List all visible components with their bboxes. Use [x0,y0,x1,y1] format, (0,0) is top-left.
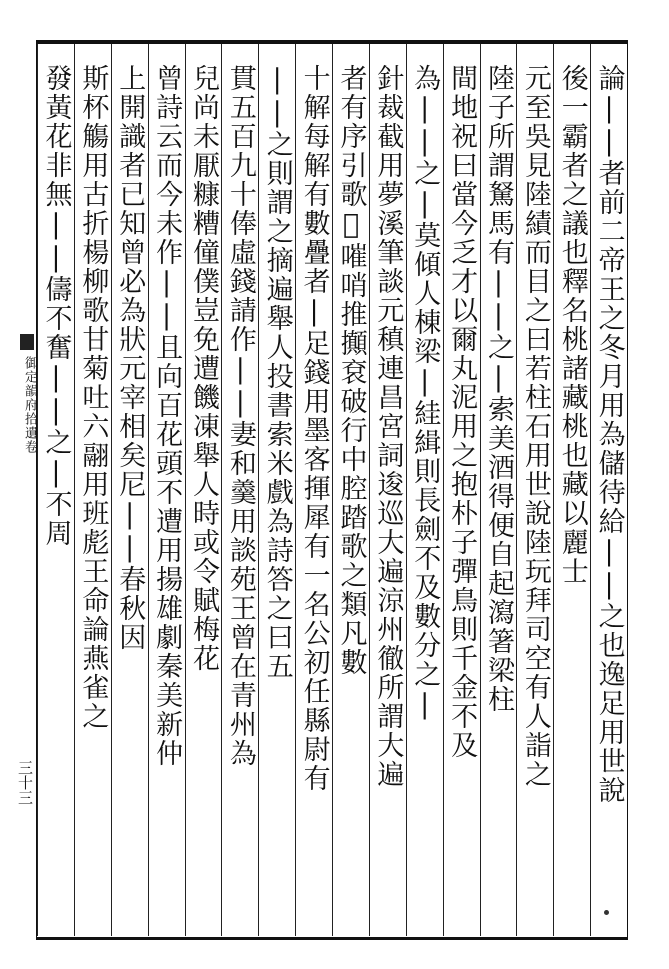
text-column [221,44,258,936]
folio-number: 三十三 [16,760,34,805]
column-text: 者有序引歌𦤺嗺哨推攧袞破行中腔踏歌之類凡數 [335,64,367,677]
ink-speck [604,910,609,915]
text-column [295,44,332,936]
column-text: ||之則謂之摘遍舉人投書索米戲為詩答之曰五 [261,64,293,681]
text-column [443,44,480,936]
text-column [148,44,185,936]
text-column [185,44,222,936]
gutter-fishtail-mark [20,334,34,350]
text-column [553,44,590,936]
text-column [332,44,369,936]
column-text: 間地祝曰當今乏才以爾丸泥用之抱朴子彈鳥則千金不及 [446,64,478,760]
column-text: 兒尚未厭糠糟僮僕豈免遭饑凍舉人時或令賦梅花 [187,64,219,673]
column-text: 十解每解有數疊者|足錢用墨客揮犀有一名公初任縣尉有 [298,64,330,793]
column-text: 發黃花非無||儔不奮||之|不周 [40,64,72,548]
gutter-title: 御定韻府拾遺卷 [22,356,37,454]
text-column [258,44,295,936]
column-text: 陸子所謂駑馬有||之|索美酒得便自起瀉箸梁柱 [482,64,514,714]
column-text: 元至吳見陸績而目之曰若柱石用世說陸玩拜司空有人詣之 [519,64,551,789]
text-column [37,44,74,936]
column-text: 貫五百九十俸虛錢請作||妻和羹用談苑王曾在青州為 [224,64,256,768]
column-text: 曾詩云而今未作||且向百花頭不遭用揚雄劇秦美新仲 [151,64,183,768]
text-column [369,44,406,936]
column-text: 論||者前二帝王之冬月用為儲待給||之也逸足用世說 [593,64,625,805]
text-column [406,44,443,936]
column-text: 為||之|莫傾人棟梁|絓緝則長劍不及數分之| [409,64,441,722]
text-column [111,44,148,936]
text-column [74,44,111,936]
column-text: 後一霸者之議也釋名桃諸藏桃也藏以麗士 [556,64,588,586]
text-column [516,44,553,936]
column-text: 斯杯觴用古折楊柳歌甘菊吐六翮用班彪王命論燕雀之 [77,64,109,731]
text-column [590,44,627,936]
column-text: 針裁截用夢溪筆談元稹連昌宮詞逡巡大遍涼州徹所謂大遍 [372,64,404,789]
text-column [480,44,517,936]
column-text: 上開識者已知曾必為狀元宰相矣尼||春秋因 [114,64,146,652]
